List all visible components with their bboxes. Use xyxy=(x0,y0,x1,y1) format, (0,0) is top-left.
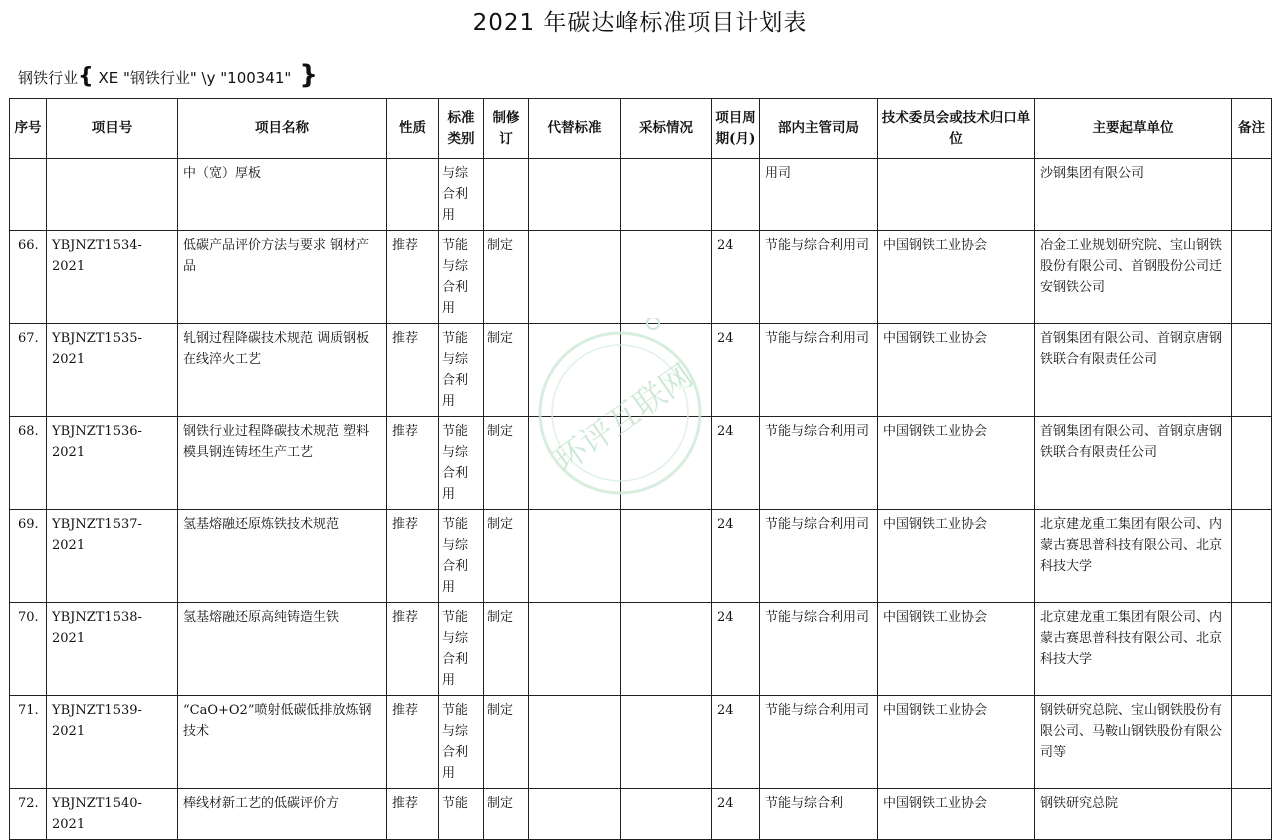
cell-name: 氢基熔融还原高纯铸造生铁 xyxy=(178,603,387,696)
cell-category: 节能与综合利用 xyxy=(439,603,484,696)
header-revision: 制修订 xyxy=(484,99,529,159)
cell-adopt xyxy=(621,789,712,840)
header-committee: 技术委员会或技术归口单位 xyxy=(878,99,1035,159)
cell-remark xyxy=(1232,417,1272,510)
page-title: 2021 年碳达峰标准项目计划表 xyxy=(472,10,808,36)
cell-adopt xyxy=(621,231,712,324)
cell-dept: 节能与综合利用司 xyxy=(760,696,878,789)
cell-category: 节能与综合利用 xyxy=(439,231,484,324)
cell-revision: 制定 xyxy=(484,510,529,603)
cell-remark xyxy=(1232,789,1272,840)
table-row xyxy=(10,417,1272,510)
cell-no: 70. xyxy=(10,603,47,696)
cell-adopt xyxy=(621,324,712,417)
cell-category: 节能与综合利用 xyxy=(439,324,484,417)
cell-replace xyxy=(529,603,621,696)
cell-no: 66. xyxy=(10,231,47,324)
cell-nature: 推荐 xyxy=(387,231,439,324)
cell-name: “CaO+O2”喷射低碳低排放炼钢技术 xyxy=(178,696,387,789)
header-dept: 部内主管司局 xyxy=(760,99,878,159)
cell-category: 节能 xyxy=(439,789,484,840)
cell-nature: 推荐 xyxy=(387,417,439,510)
cell-code: YBJNZT1539-2021 xyxy=(47,696,178,789)
cell-drafter: 北京建龙重工集团有限公司、内蒙古赛思普科技有限公司、北京科技大学 xyxy=(1035,510,1232,603)
table-row xyxy=(10,696,1272,789)
cell-category: 与综合利用 xyxy=(439,159,484,231)
cell-revision: 制定 xyxy=(484,603,529,696)
cell-replace xyxy=(529,417,621,510)
cell-dept: 节能与综合利用司 xyxy=(760,603,878,696)
cell-dept: 节能与综合利用司 xyxy=(760,510,878,603)
cell-drafter: 沙钢集团有限公司 xyxy=(1035,159,1232,231)
cell-period: 24 xyxy=(712,789,760,840)
cell-committee: 中国钢铁工业协会 xyxy=(878,231,1035,324)
cell-period: 24 xyxy=(712,696,760,789)
cell-committee: 中国钢铁工业协会 xyxy=(878,510,1035,603)
cell-name: 氢基熔融还原炼铁技术规范 xyxy=(178,510,387,603)
header-nature: 性质 xyxy=(387,99,439,159)
header-remark: 备注 xyxy=(1232,99,1272,159)
cell-committee: 中国钢铁工业协会 xyxy=(878,789,1035,840)
cell-adopt xyxy=(621,417,712,510)
header-replace: 代替标准 xyxy=(529,99,621,159)
cell-revision: 制定 xyxy=(484,324,529,417)
cell-code xyxy=(47,159,178,231)
cell-drafter: 首钢集团有限公司、首钢京唐钢铁联合有限责任公司 xyxy=(1035,417,1232,510)
cell-nature: 推荐 xyxy=(387,603,439,696)
header-category: 标准类别 xyxy=(439,99,484,159)
cell-no: 68. xyxy=(10,417,47,510)
cell-nature xyxy=(387,159,439,231)
standards-table xyxy=(9,98,1272,840)
section-field-code: XE "钢铁行业" \y "100341" xyxy=(98,69,292,87)
cell-revision: 制定 xyxy=(484,696,529,789)
cell-dept: 节能与综合利用司 xyxy=(760,231,878,324)
cell-no: 72. xyxy=(10,789,47,840)
cell-name: 棒线材新工艺的低碳评价方 xyxy=(178,789,387,840)
cell-committee: 中国钢铁工业协会 xyxy=(878,603,1035,696)
cell-nature: 推荐 xyxy=(387,696,439,789)
table-row xyxy=(10,324,1272,417)
table-row xyxy=(10,231,1272,324)
cell-code: YBJNZT1534-2021 xyxy=(47,231,178,324)
cell-remark xyxy=(1232,324,1272,417)
section-label: 钢铁行业 xyxy=(18,69,79,87)
cell-committee xyxy=(878,159,1035,231)
cell-period: 24 xyxy=(712,417,760,510)
section-heading xyxy=(18,60,318,90)
cell-replace xyxy=(529,159,621,231)
watermark-text: 环评互联网 xyxy=(547,356,700,480)
table-header-row xyxy=(10,99,1272,159)
cell-revision: 制定 xyxy=(484,789,529,840)
cell-name: 低碳产品评价方法与要求 钢材产品 xyxy=(178,231,387,324)
header-name: 项目名称 xyxy=(178,99,387,159)
field-brace-open: { xyxy=(78,64,94,89)
cell-period: 24 xyxy=(712,231,760,324)
cell-period xyxy=(712,159,760,231)
cell-name: 中（宽）厚板 xyxy=(178,159,387,231)
table-body xyxy=(10,159,1272,840)
header-drafter: 主要起草单位 xyxy=(1035,99,1232,159)
header-adopt: 采标情况 xyxy=(621,99,712,159)
cell-code: YBJNZT1538-2021 xyxy=(47,603,178,696)
cell-revision xyxy=(484,159,529,231)
cell-committee: 中国钢铁工业协会 xyxy=(878,324,1035,417)
cell-remark xyxy=(1232,231,1272,324)
cell-nature: 推荐 xyxy=(387,510,439,603)
cell-adopt xyxy=(621,603,712,696)
cell-replace xyxy=(529,231,621,324)
cell-code: YBJNZT1537-2021 xyxy=(47,510,178,603)
cell-category: 节能与综合利用 xyxy=(439,417,484,510)
cell-revision: 制定 xyxy=(484,417,529,510)
cell-remark xyxy=(1232,159,1272,231)
cell-name: 轧钢过程降碳技术规范 调质钢板在线淬火工艺 xyxy=(178,324,387,417)
cell-drafter: 钢铁研究总院 xyxy=(1035,789,1232,840)
cell-code: YBJNZT1536-2021 xyxy=(47,417,178,510)
cell-no: 69. xyxy=(10,510,47,603)
cell-committee: 中国钢铁工业协会 xyxy=(878,696,1035,789)
cell-drafter: 钢铁研究总院、宝山钢铁股份有限公司、马鞍山钢铁股份有限公司等 xyxy=(1035,696,1232,789)
cell-code: YBJNZT1535-2021 xyxy=(47,324,178,417)
cell-name: 钢铁行业过程降碳技术规范 塑料模具钢连铸坯生产工艺 xyxy=(178,417,387,510)
cell-replace xyxy=(529,696,621,789)
table-row xyxy=(10,159,1272,231)
cell-period: 24 xyxy=(712,603,760,696)
cell-dept: 节能与综合利用司 xyxy=(760,324,878,417)
cell-category: 节能与综合利用 xyxy=(439,696,484,789)
header-code: 项目号 xyxy=(47,99,178,159)
cell-drafter: 冶金工业规划研究院、宝山钢铁股份有限公司、首钢股份公司迁安钢铁公司 xyxy=(1035,231,1232,324)
cell-remark xyxy=(1232,603,1272,696)
cell-replace xyxy=(529,510,621,603)
cell-no: 67. xyxy=(10,324,47,417)
cell-code: YBJNZT1540-2021 xyxy=(47,789,178,840)
cell-category: 节能与综合利用 xyxy=(439,510,484,603)
table-row xyxy=(10,510,1272,603)
cell-committee: 中国钢铁工业协会 xyxy=(878,417,1035,510)
cell-adopt xyxy=(621,510,712,603)
table-row xyxy=(10,603,1272,696)
cell-drafter: 首钢集团有限公司、首钢京唐钢铁联合有限责任公司 xyxy=(1035,324,1232,417)
cell-dept: 节能与综合利用司 xyxy=(760,417,878,510)
cell-dept: 节能与综合利 xyxy=(760,789,878,840)
cell-adopt xyxy=(621,696,712,789)
cell-dept: 用司 xyxy=(760,159,878,231)
cell-remark xyxy=(1232,696,1272,789)
header-no: 序号 xyxy=(10,99,47,159)
cell-drafter: 北京建龙重工集团有限公司、内蒙古赛思普科技有限公司、北京科技大学 xyxy=(1035,603,1232,696)
cell-revision: 制定 xyxy=(484,231,529,324)
cell-adopt xyxy=(621,159,712,231)
cell-replace xyxy=(529,324,621,417)
cell-period: 24 xyxy=(712,324,760,417)
cell-no xyxy=(10,159,47,231)
field-brace-close: } xyxy=(299,60,318,90)
cell-nature: 推荐 xyxy=(387,789,439,840)
header-period: 项目周期(月) xyxy=(712,99,760,159)
cell-remark xyxy=(1232,510,1272,603)
cell-replace xyxy=(529,789,621,840)
cell-nature: 推荐 xyxy=(387,324,439,417)
table-row xyxy=(10,789,1272,840)
cell-no: 71. xyxy=(10,696,47,789)
cell-period: 24 xyxy=(712,510,760,603)
